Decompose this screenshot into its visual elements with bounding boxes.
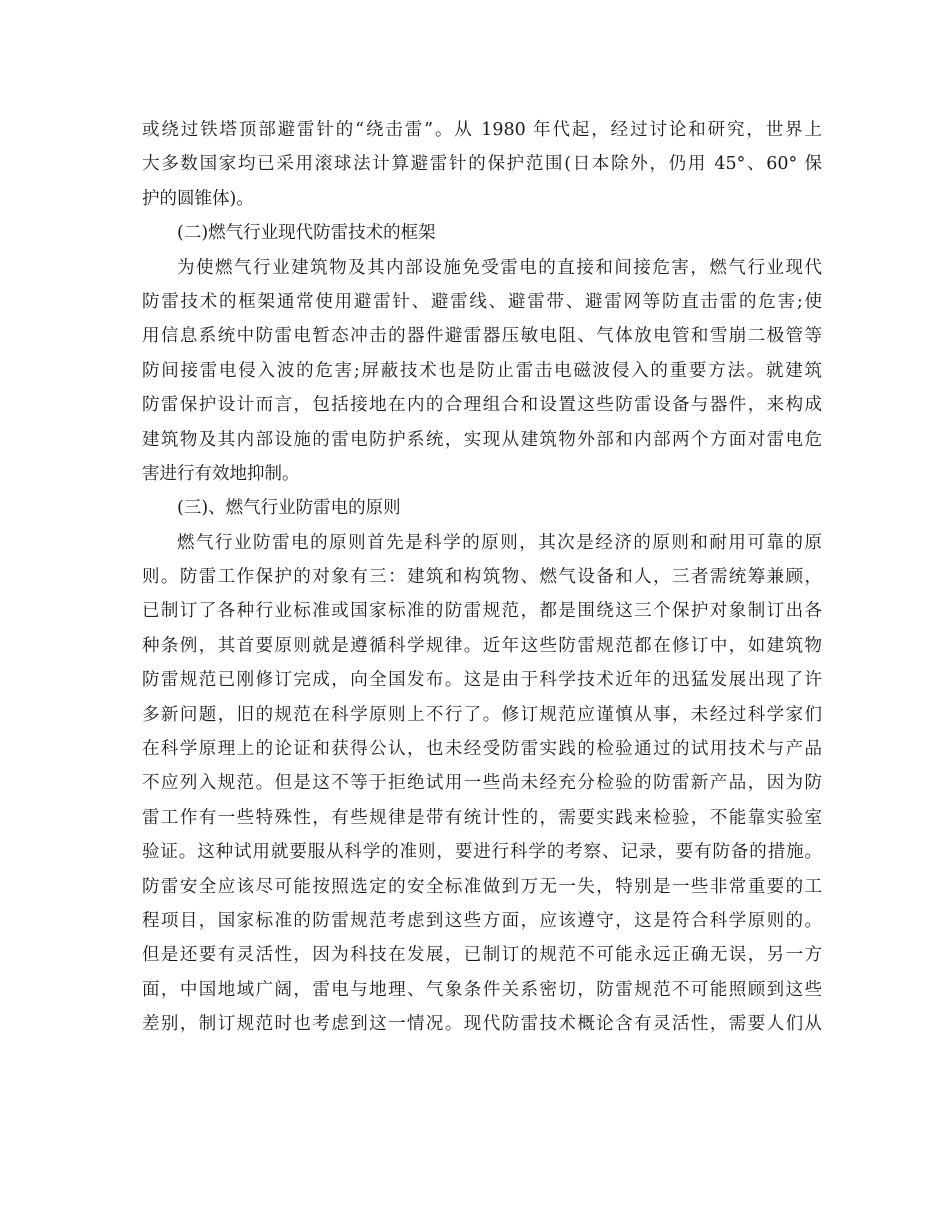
paragraph-line: 害进行有效地抑制。 xyxy=(142,463,300,484)
section-heading: (三)、燃气行业防雷电的原则 xyxy=(177,498,401,519)
paragraph-line: 程项目，国家标准的防雷规范考虑到这些方面，应该遵守，这是符合科学原则的。 xyxy=(142,910,822,931)
paragraph-line: 为使燃气行业建筑物及其内部设施免受雷电的直接和间接危害，燃气行业现代 xyxy=(177,257,822,278)
paragraph-line: 护的圆锥体)。 xyxy=(142,188,254,209)
paragraph-line: 差别，制订规范时也考虑到这一情况。现代防雷技术概论含有灵活性，需要人们从 xyxy=(142,1014,822,1035)
paragraph-line: 但是还要有灵活性，因为科技在发展，已制订的规范不可能永远正确无误，另一方 xyxy=(142,945,822,966)
paragraph-line: 验证。这种试用就要服从科学的准则，要进行科学的考察、记录，要有防备的措施。 xyxy=(142,842,822,863)
paragraph-line: 建筑物及其内部设施的雷电防护系统，实现从建筑物外部和内部两个方面对雷电危 xyxy=(142,429,822,450)
paragraph-line: 防雷规范已刚修订完成，向全国发布。这是由于科学技术近年的迅猛发展出现了许 xyxy=(142,670,822,691)
paragraph-line: 则。防雷工作保护的对象有三：建筑和构筑物、燃气设备和人，三者需统筹兼顾， xyxy=(142,567,822,588)
document-body xyxy=(142,113,822,1042)
section-heading: (二)燃气行业现代防雷技术的框架 xyxy=(177,223,436,244)
paragraph-line: 防雷安全应该尽可能按照选定的安全标准做到万无一失，特别是一些非常重要的工 xyxy=(142,876,822,897)
paragraph-line: 或绕过铁塔顶部避雷针的“绕击雷”。从 1980 年代起，经过讨论和研究，世界上 xyxy=(142,120,822,140)
paragraph-line: 防雷保护设计而言，包括接地在内的合理组合和设置这些防雷设备与器件，来构成 xyxy=(142,395,822,416)
paragraph-line: 雷工作有一些特殊性，有些规律是带有统计性的，需要实践来检验，不能靠实验室 xyxy=(142,807,822,828)
paragraph-line: 面，中国地域广阔，雷电与地理、气象条件关系密切，防雷规范不可能照顾到这些 xyxy=(142,979,822,1000)
paragraph-line: 在科学原理上的论证和获得公认，也未经受防雷实践的检验通过的试用技术与产品 xyxy=(142,739,822,760)
paragraph-line: 已制订了各种行业标准或国家标准的防雷规范，都是围绕这三个保护对象制订出各 xyxy=(142,601,822,622)
paragraph-line: 防间接雷电侵入波的危害;屏蔽技术也是防止雷击电磁波侵入的重要方法。就建筑 xyxy=(142,360,822,381)
paragraph-line: 防雷技术的框架通常使用避雷针、避雷线、避雷带、避雷网等防直击雷的危害;使 xyxy=(142,291,822,312)
paragraph-line: 燃气行业防雷电的原则首先是科学的原则，其次是经济的原则和耐用可靠的原 xyxy=(177,532,822,553)
paragraph-line: 大多数国家均已采用滚球法计算避雷针的保护范围(日本除外，仍用 45°、60° 保 xyxy=(142,154,822,175)
paragraph-line: 多新问题，旧的规范在科学原则上不行了。修订规范应谨慎从事，未经过科学家们 xyxy=(142,704,822,725)
paragraph-line: 用信息系统中防雷电暂态冲击的器件避雷器压敏电阻、气体放电管和雪崩二极管等 xyxy=(142,326,822,347)
paragraph-line: 种条例，其首要原则就是遵循科学规律。近年这些防雷规范都在修订中，如建筑物 xyxy=(142,635,822,656)
paragraph-line: 不应列入规范。但是这不等于拒绝试用一些尚未经充分检验的防雷新产品，因为防 xyxy=(142,773,822,794)
